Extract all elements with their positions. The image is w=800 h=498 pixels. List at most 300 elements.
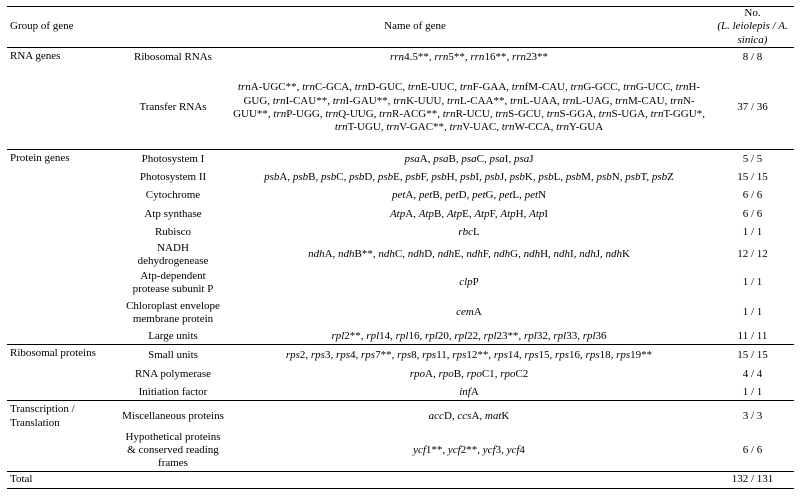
gene <box>489 153 508 165</box>
gene <box>405 153 428 165</box>
category-cell: Rubisco <box>154 225 192 238</box>
category-cell: Transfer RNAs <box>139 101 207 114</box>
gene <box>500 208 523 220</box>
table-row <box>7 366 794 384</box>
gene-prefix: pet <box>418 189 433 202</box>
gene <box>338 248 373 260</box>
gene-prefix: psa <box>513 153 530 166</box>
gene-prefix: trn <box>615 94 628 107</box>
genes-cell: psaA, psaB, psaC, psaI, psaJ <box>227 150 711 170</box>
gene-suffix: 7** <box>375 349 392 362</box>
genes-cell <box>227 298 711 328</box>
gene-prefix: trn <box>442 107 456 120</box>
gene-prefix: rrn <box>434 50 449 63</box>
gene <box>556 121 603 133</box>
category-cell: Atp-dependent protease subunit P <box>132 269 214 295</box>
count-cell: 4 / 4 <box>742 368 763 381</box>
count-cell: 1 / 1 <box>742 276 763 289</box>
gene <box>524 248 548 260</box>
gene-suffix: B <box>453 368 462 381</box>
gene-prefix: trn <box>509 94 523 107</box>
gene-suffix: G <box>485 189 494 202</box>
group-cell: RNA genes <box>10 50 61 62</box>
genes-cell <box>227 268 711 298</box>
gene-suffix: H <box>540 248 549 261</box>
gene-prefix: rps <box>310 349 325 362</box>
gene-prefix: psb <box>625 171 641 184</box>
gene-table <box>7 6 794 489</box>
genes-cell: AtpA, AtpB, AtpE, AtpF, AtpH, AtpI <box>389 207 549 220</box>
gene-prefix: trn <box>393 94 407 107</box>
gene-suffix: S-UGA <box>611 107 646 120</box>
gene <box>547 108 593 120</box>
count-cell: 1 / 1 <box>742 385 763 398</box>
gene-suffix: 4 <box>519 444 525 457</box>
gene-suffix: 8 <box>411 349 417 362</box>
gene <box>615 95 665 107</box>
gene-prefix: trn <box>598 107 612 120</box>
gene-suffix: T <box>640 171 647 184</box>
count-cell: 1 / 1 <box>742 306 763 319</box>
table-row <box>7 431 794 471</box>
table-row <box>7 298 794 328</box>
gene <box>438 248 461 260</box>
category-cell: Photosystem I <box>119 150 227 170</box>
count-cell: 3 / 3 <box>711 401 794 431</box>
gene-suffix: F <box>489 207 495 220</box>
gene-suffix: M-CAU <box>627 94 665 107</box>
gene-prefix: psb <box>431 171 447 184</box>
gene <box>419 208 442 220</box>
gene-suffix: G-UCC <box>635 81 671 94</box>
gene-suffix: 20 <box>437 329 449 342</box>
table-row <box>7 401 794 431</box>
gene-prefix: rpl <box>395 329 409 342</box>
gene-suffix: C <box>336 171 344 184</box>
gene <box>408 248 432 260</box>
gene-suffix: A <box>405 207 414 220</box>
gene <box>579 248 600 260</box>
gene-suffix: I-CAU** <box>285 94 328 107</box>
gene-suffix: L-UAA <box>522 94 558 107</box>
gene-suffix: P-UGG <box>286 107 320 120</box>
gene-prefix: psb <box>264 171 280 184</box>
gene-suffix: 33 <box>566 329 578 342</box>
gene <box>470 51 506 63</box>
gene-prefix: psb <box>320 171 337 184</box>
gene-prefix: Atp <box>474 207 490 220</box>
gene-suffix: 23** <box>496 329 519 342</box>
gene-suffix: B <box>448 153 456 166</box>
gene-prefix: psb <box>377 171 394 184</box>
gene-suffix: B <box>432 189 440 202</box>
gene <box>393 95 441 107</box>
gene-suffix: 16 <box>408 329 420 342</box>
gene-prefix: pet <box>498 189 513 202</box>
gene-prefix: rps <box>616 349 631 362</box>
gene <box>525 189 546 201</box>
gene <box>408 81 454 93</box>
gene <box>458 226 479 238</box>
gene-suffix: T-UGU <box>347 120 381 133</box>
gene-suffix: K <box>622 248 630 261</box>
genes-cell: psbA, psbB, psbC, psbD, psbE, psbF, psbH, psbI, psbJ, psbK, psbL, psbM, psbN, psbT, psbZ <box>264 171 674 184</box>
gene-prefix: rbc <box>458 225 473 238</box>
genes-cell: rps2, rps3, rps4, rps7**, rps8, rps11, rps12**, rps14, rps15, rps16, rps18, rps19** <box>227 345 711 366</box>
count-cell: 6 / 6 <box>742 207 763 220</box>
gene <box>429 410 452 422</box>
gene-prefix: psa <box>489 153 505 166</box>
gene-suffix: I-GAU** <box>345 94 388 107</box>
gene-prefix: rpl <box>454 329 468 342</box>
gene <box>623 81 670 93</box>
gene <box>366 330 390 342</box>
gene <box>495 108 541 120</box>
gene-prefix: rps <box>493 349 508 362</box>
gene-suffix: 14 <box>379 329 391 342</box>
count-cell: 15 / 15 <box>711 345 794 366</box>
gene <box>413 444 442 456</box>
gene <box>238 81 297 93</box>
count-cell: 5 / 5 <box>711 150 794 170</box>
gene-suffix: T-GGU* <box>663 107 703 120</box>
gene-suffix: A <box>405 189 414 202</box>
gene-prefix: rpl <box>331 329 345 342</box>
gene <box>325 108 373 120</box>
gene-suffix: D <box>424 248 433 261</box>
category-cell: Large units <box>148 329 198 342</box>
gene <box>273 108 319 120</box>
gene-prefix: trn <box>334 120 348 133</box>
gene-suffix: Q-UUG <box>338 107 374 120</box>
gene <box>529 208 548 220</box>
gene <box>507 444 525 456</box>
gene <box>500 368 528 380</box>
gene-prefix: inf <box>459 385 471 398</box>
gene-prefix: rpo <box>466 368 482 381</box>
gene-prefix: pet <box>524 189 539 202</box>
gene-prefix: clp <box>459 276 473 289</box>
gene-prefix: trn <box>325 107 339 120</box>
gene-suffix: L <box>553 171 561 184</box>
gene-prefix: trn <box>237 81 251 94</box>
gene-suffix: G-GCC <box>583 81 618 94</box>
gene <box>396 330 420 342</box>
gene-suffix: 32 <box>536 329 548 342</box>
gene-prefix: trn <box>501 120 515 133</box>
gene <box>450 121 497 133</box>
gene <box>583 330 607 342</box>
gene-suffix: A <box>473 306 482 319</box>
gene-prefix: pet <box>391 189 406 202</box>
gene-prefix: trn <box>650 107 664 120</box>
gene-prefix: trn <box>386 120 400 133</box>
gene-prefix: ycf <box>506 444 520 457</box>
gene-prefix: cem <box>456 306 474 319</box>
gene-suffix: C2 <box>515 368 529 381</box>
gene-prefix: rps <box>452 349 467 362</box>
gene-prefix: ndh <box>407 248 425 261</box>
gene-suffix: 2 <box>299 349 306 362</box>
gene-suffix: 15 <box>538 349 550 362</box>
gene-suffix: D-GUC <box>367 81 403 94</box>
gene-prefix: trn <box>354 81 368 94</box>
gene <box>443 108 490 120</box>
gene <box>651 108 703 120</box>
genes-cell: rpoA, rpoB, rpoC1, rpoC2 <box>409 368 529 381</box>
gene-suffix: E-UUC <box>420 81 455 94</box>
gene-prefix: ndh <box>493 248 511 261</box>
gene <box>616 349 652 361</box>
gene-suffix: D <box>364 171 373 184</box>
gene-prefix: ndh <box>437 248 455 261</box>
category-cell: Photosystem II <box>139 171 207 184</box>
gene <box>460 81 506 93</box>
gene-prefix: rpl <box>582 329 596 342</box>
gene-prefix: ndh <box>605 248 622 261</box>
gene <box>390 208 413 220</box>
gene-prefix: trn <box>495 107 509 120</box>
genes-cell: rpl2**, rpl14, rpl16, rpl20, rpl22, rpl23**, rpl32, rpl33, rpl36 <box>331 329 607 342</box>
gene-suffix: H <box>515 207 524 220</box>
gene-suffix: D <box>458 189 467 202</box>
gene-suffix: K <box>501 409 510 422</box>
category-cell: Miscellaneous proteins <box>119 401 227 431</box>
table-row <box>7 384 794 401</box>
gene-prefix: rps <box>285 349 300 362</box>
gene <box>308 248 332 260</box>
gene <box>625 171 646 183</box>
category-cell: Ribosomal RNAs <box>134 50 212 63</box>
gene-prefix: trn <box>459 81 473 94</box>
gene-prefix: psb <box>509 171 525 184</box>
gene-suffix: 2** <box>460 444 478 457</box>
gene <box>512 81 565 93</box>
category-cell: RNA polymerase <box>134 368 212 381</box>
gene <box>502 121 551 133</box>
gene-prefix: pet <box>445 189 459 202</box>
gene <box>606 248 630 260</box>
count-cell: 6 / 6 <box>742 444 763 457</box>
gene <box>349 171 372 183</box>
count-cell: 15 / 15 <box>737 171 768 184</box>
gene <box>459 386 479 398</box>
gene <box>419 189 440 201</box>
gene-prefix: mat <box>484 409 502 422</box>
gene-suffix: 36 <box>595 329 607 342</box>
gene-suffix: E <box>462 207 469 220</box>
gene <box>483 444 501 456</box>
gene-prefix: psb <box>596 171 612 184</box>
header-count-line2: (L. leiolepis / A. sinica) <box>717 20 788 46</box>
gene <box>397 349 417 361</box>
gene-suffix: 18 <box>599 349 611 362</box>
gene-suffix: C <box>476 153 484 166</box>
gene <box>302 81 349 93</box>
gene-prefix: trn <box>379 107 393 120</box>
gene-prefix: trn <box>449 120 463 133</box>
category-cell: Cytochrome <box>145 189 201 202</box>
gene-suffix: J <box>529 153 534 166</box>
gene-prefix: rpl <box>553 329 567 342</box>
gene-prefix: trn <box>273 107 287 120</box>
gene <box>336 349 356 361</box>
gene-prefix: trn <box>332 94 346 107</box>
count-cell: 12 / 12 <box>737 248 768 261</box>
gene <box>555 349 580 361</box>
gene-prefix: acc <box>428 409 444 422</box>
gene <box>524 349 549 361</box>
gene-suffix: A <box>419 153 428 166</box>
gene-suffix: F <box>420 171 426 184</box>
gene-prefix: psb <box>484 171 500 184</box>
gene-prefix: rrn <box>511 50 526 63</box>
gene-suffix: 1** <box>425 444 443 457</box>
gene <box>447 95 504 107</box>
group-cell: Ribosomal proteins <box>7 345 119 401</box>
gene-suffix: L-CAA** <box>459 94 505 107</box>
category-cell: Chloroplast envelope membrane protein <box>126 299 220 325</box>
gene-prefix: rpl <box>366 329 380 342</box>
gene-prefix: ndh <box>579 248 596 261</box>
gene-prefix: trn <box>570 81 584 94</box>
category-cell: Small units <box>119 345 227 366</box>
gene-suffix: A <box>324 248 333 261</box>
gene <box>484 330 519 342</box>
gene-suffix: 16 <box>569 349 581 362</box>
gene-prefix: trn <box>272 94 286 107</box>
header-count <box>711 7 794 48</box>
gene-suffix: L-UAG <box>575 94 610 107</box>
gene-suffix: H <box>446 171 455 184</box>
gene <box>422 349 447 361</box>
genes-cell: rrn4.5**, rrn5**, rrn16**, rrn23** <box>390 50 548 63</box>
gene-prefix: rps <box>524 349 539 362</box>
gene <box>456 306 482 318</box>
gene-prefix: trn <box>511 81 525 94</box>
count-cell: 37 / 36 <box>737 101 768 114</box>
gene <box>392 189 413 201</box>
gene <box>454 330 478 342</box>
gene-prefix: rpl <box>483 329 497 342</box>
gene-suffix: B <box>433 207 442 220</box>
gene <box>460 171 479 183</box>
gene <box>438 368 461 380</box>
gene <box>586 349 611 361</box>
gene-suffix: H-GUG <box>243 81 701 107</box>
gene-prefix: ndh <box>338 248 355 261</box>
gene <box>566 171 591 183</box>
gene-prefix: Atp <box>446 207 463 220</box>
gene-suffix: N <box>611 171 620 184</box>
gene-prefix: Atp <box>500 207 516 220</box>
gene-prefix: trn <box>546 107 560 120</box>
gene-prefix: trn <box>670 94 683 107</box>
gene-prefix: psb <box>565 171 582 184</box>
gene <box>321 171 344 183</box>
genes-cell: ndhA, ndhB**, ndhC, ndhD, ndhE, ndhF, ndhG, ndhH, ndhI, ndhJ, ndhK <box>308 248 630 261</box>
total-count: 132 / 131 <box>711 471 794 488</box>
gene-prefix: ycf <box>447 444 461 457</box>
gene <box>425 330 449 342</box>
gene-prefix: trn <box>562 94 576 107</box>
gene-suffix: J <box>595 248 600 261</box>
gene <box>510 95 557 107</box>
gene-suffix: 3 <box>495 444 502 457</box>
gene-prefix: trn <box>407 81 421 94</box>
gene <box>554 248 574 260</box>
gene-suffix: 16** <box>484 50 507 63</box>
group-cell: Protein genes <box>7 150 119 345</box>
gene <box>445 189 466 201</box>
gene <box>599 108 645 120</box>
genes-cell: ycf1**, ycf2**, ycf3, ycf4 <box>413 444 525 457</box>
header-name: Name of gene <box>119 7 711 48</box>
table-row <box>7 67 794 150</box>
gene-prefix: rpo <box>409 368 425 381</box>
count-cell: 6 / 6 <box>742 189 763 202</box>
gene-suffix: I <box>570 248 574 261</box>
table-row <box>7 170 794 187</box>
total-label: Total <box>7 471 119 488</box>
gene-prefix: ccs <box>457 409 472 422</box>
gene <box>461 153 484 165</box>
table-row <box>7 187 794 206</box>
gene-suffix: Z <box>667 171 674 184</box>
gene <box>448 444 477 456</box>
gene-prefix: psb <box>405 171 421 184</box>
total-spacer <box>227 471 711 488</box>
gene <box>457 410 479 422</box>
gene-prefix: rpl <box>424 329 438 342</box>
gene-prefix: trn <box>302 81 315 94</box>
table-row <box>7 224 794 242</box>
gene-prefix: ycf <box>482 444 496 457</box>
gene-prefix: psb <box>292 171 309 184</box>
gene <box>286 349 306 361</box>
gene-suffix: G <box>510 248 519 261</box>
gene-suffix: S-GGA <box>559 107 594 120</box>
gene <box>485 410 509 422</box>
gene <box>390 51 429 63</box>
gene <box>514 153 534 165</box>
gene-suffix: 11 <box>436 349 447 362</box>
gene-suffix: E <box>393 171 400 184</box>
gene <box>378 171 400 183</box>
gene-suffix: 12** <box>466 349 489 362</box>
gene-suffix: M <box>581 171 591 184</box>
gene-suffix: A <box>279 171 288 184</box>
gene <box>273 95 327 107</box>
gene-prefix: psa <box>404 153 420 166</box>
category-cell: Atp synthase <box>144 207 202 220</box>
gene <box>459 276 479 288</box>
gene-prefix: psa <box>433 153 449 166</box>
gene-prefix: Atp <box>418 207 434 220</box>
gene-suffix: L <box>472 225 480 238</box>
gene-suffix: C1 <box>481 368 495 381</box>
gene-suffix: I <box>504 153 509 166</box>
category-cell: Initiation factor <box>138 385 208 398</box>
gene <box>512 51 548 63</box>
gene-prefix: trn <box>675 81 689 94</box>
gene <box>410 368 433 380</box>
table-row <box>7 150 794 170</box>
gene-suffix: D <box>443 409 452 422</box>
gene <box>311 349 331 361</box>
gene-suffix: V-UAC <box>462 120 497 133</box>
gene-suffix: 3 <box>324 349 331 362</box>
